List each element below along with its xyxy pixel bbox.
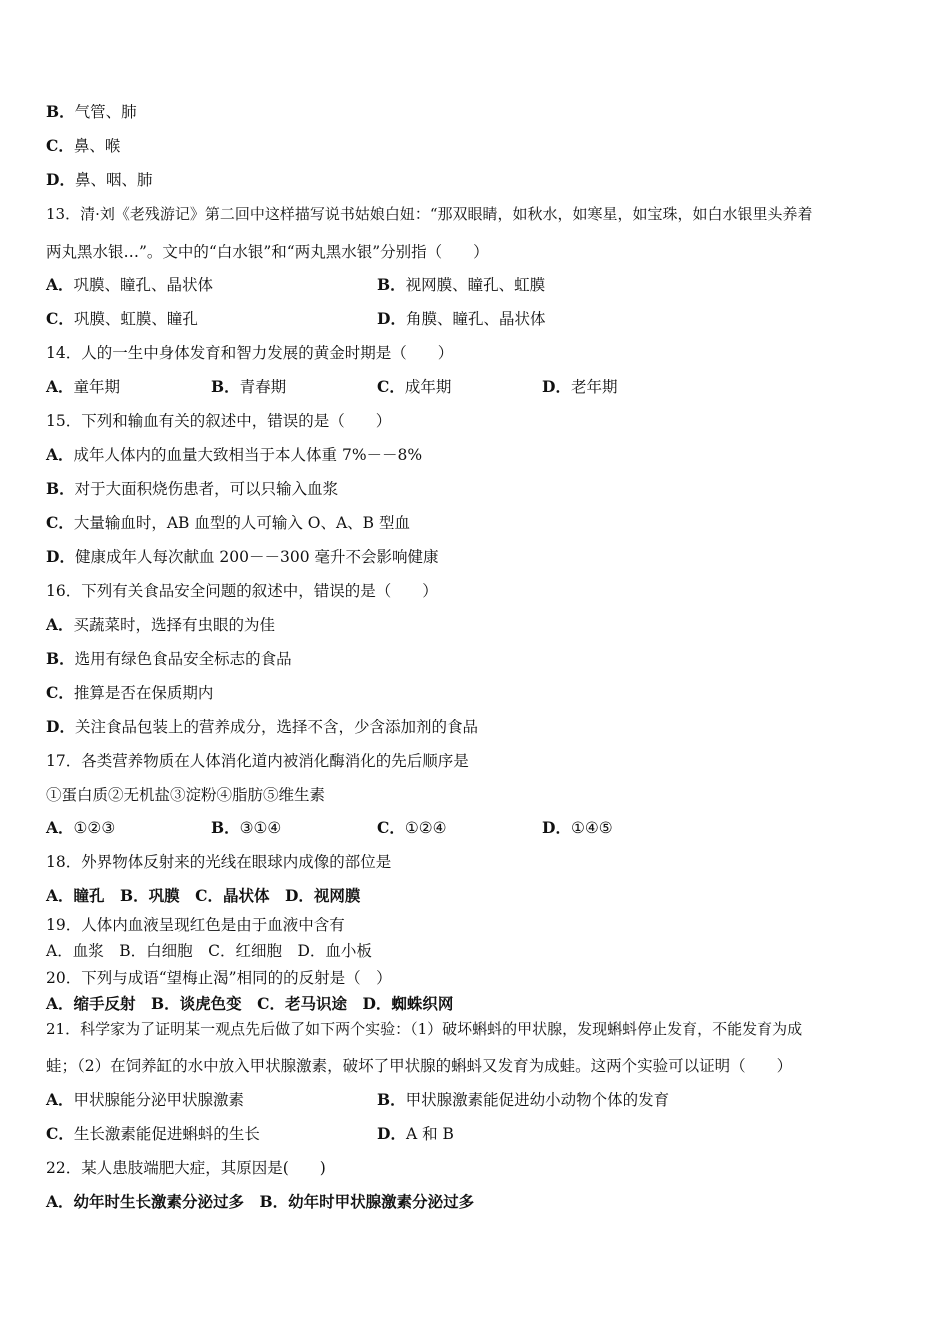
q13-option-b: B．视网膜、瞳孔、虹膜 <box>377 275 546 294</box>
q21-option-b: B．甲状腺激素能促进幼小动物个体的发育 <box>377 1090 670 1109</box>
q17-option-c: C．①②④ <box>377 818 447 837</box>
q21-stem-line1: 21．科学家为了证明某一观点先后做了如下两个实验：（1）破坏蝌蚪的甲状腺，发现蝌蚪停止发育，不能发育为成 <box>46 1020 803 1038</box>
q19-options: A．血浆 B．白细胞 C．红细胞 D．血小板 <box>46 942 372 960</box>
q14-stem: 14．人的一生中身体发育和智力发展的黄金时期是（ ） <box>46 344 454 362</box>
q12-option-d: D．鼻、咽、肺 <box>46 170 153 189</box>
q15-option-c: C．大量输血时，AB 血型的人可输入 O、A、B 型血 <box>46 513 411 532</box>
q16-option-c: C．推算是否在保质期内 <box>46 683 214 702</box>
q13-stem-line2: 两丸黑水银…”。文中的“白水银”和“两丸黑水银”分别指（ ） <box>46 243 489 261</box>
q13-stem-line1: 13．清·刘《老残游记》第二回中这样描写说书姑娘白妞：“那双眼睛，如秋水，如寒星，如宝珠，如白水银里头养着 <box>46 205 813 223</box>
q20-stem: 20．下列与成语“望梅止渴”相同的的反射是（ ） <box>46 969 392 987</box>
q16-option-a: A．买蔬菜时，选择有虫眼的为佳 <box>46 615 276 634</box>
q14-option-d: D．老年期 <box>542 377 618 396</box>
q16-stem: 16．下列有关食品安全问题的叙述中，错误的是（ ） <box>46 582 438 600</box>
q21-option-c: C．生长激素能促进蝌蚪的生长 <box>46 1124 260 1143</box>
q15-stem: 15．下列和输血有关的叙述中，错误的是（ ） <box>46 412 392 430</box>
q17-option-a: A．①②③ <box>46 818 116 837</box>
q16-option-b: B．选用有绿色食品安全标志的食品 <box>46 649 292 668</box>
q13-option-c: C．巩膜、虹膜、瞳孔 <box>46 309 198 328</box>
q14-option-c: C．成年期 <box>377 377 452 396</box>
q21-option-d: D．A 和 B <box>377 1124 454 1143</box>
q17-stem: 17．各类营养物质在人体消化道内被消化酶消化的先后顺序是 <box>46 752 469 770</box>
q22-stem: 22．某人患肢端肥大症，其原因是( ) <box>46 1159 326 1177</box>
q18-options: A．瞳孔 B．巩膜 C．晶状体 D．视网膜 <box>46 886 361 905</box>
q13-option-a: A．巩膜、瞳孔、晶状体 <box>46 275 214 294</box>
q13-option-d: D．角膜、瞳孔、晶状体 <box>377 309 546 328</box>
q14-option-b: B．青春期 <box>211 377 287 396</box>
q16-option-d: D．关注食品包装上的营养成分，选择不含，少含添加剂的食品 <box>46 717 478 736</box>
q15-option-a: A．成年人体内的血量大致相当于本人体重 7%－－8% <box>46 445 423 464</box>
q21-stem-line2: 蛙；（2）在饲养缸的水中放入甲状腺激素，破坏了甲状腺的蝌蚪又发育为成蛙。这两个实验可以证明（ ） <box>46 1057 793 1075</box>
q12-option-c: C．鼻、喉 <box>46 136 121 155</box>
q21-option-a: A．甲状腺能分泌甲状腺激素 <box>46 1090 245 1109</box>
q17-option-b: B．③①④ <box>211 818 282 837</box>
q22-options: A．幼年时生长激素分泌过多 B．幼年时甲状腺激素分泌过多 <box>46 1192 475 1211</box>
q14-option-a: A．童年期 <box>46 377 121 396</box>
q17-items: ①蛋白质②无机盐③淀粉④脂肪⑤维生素 <box>46 786 326 804</box>
q20-options: A．缩手反射 B．谈虎色变 C．老马识途 D．蜘蛛织网 <box>46 994 454 1013</box>
q15-option-b: B．对于大面积烧伤患者，可以只输入血浆 <box>46 479 339 498</box>
q17-option-d: D．①④⑤ <box>542 818 613 837</box>
q15-option-d: D．健康成年人每次献血 200－－300 毫升不会影响健康 <box>46 547 439 566</box>
q12-option-b: B．气管、肺 <box>46 102 137 121</box>
q19-stem: 19．人体内血液呈现红色是由于血液中含有 <box>46 916 345 934</box>
q18-stem: 18．外界物体反射来的光线在眼球内成像的部位是 <box>46 853 392 871</box>
